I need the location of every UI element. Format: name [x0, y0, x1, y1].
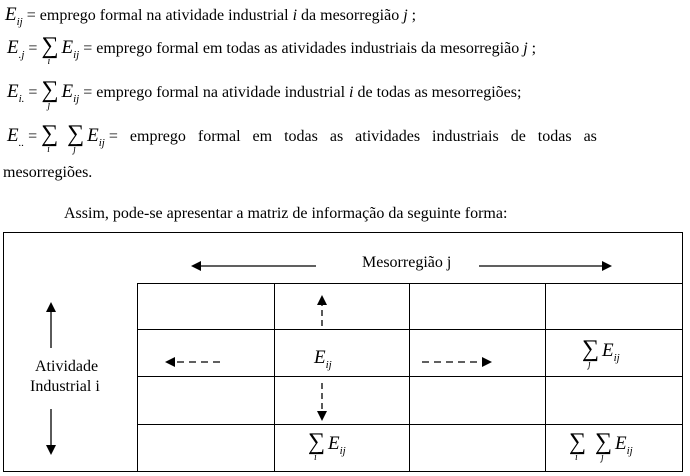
symbol-e: E: [5, 4, 17, 25]
summation: [582, 336, 602, 370]
definition-e-dot-dot: [7, 121, 597, 155]
definition-text-2: da mesorregião: [297, 7, 404, 24]
subscript-ij: ij: [325, 359, 332, 371]
term-subscript: ij: [73, 93, 80, 105]
definition-e-i-dot: [7, 77, 522, 111]
definition-text: emprego formal na atividade industrial: [39, 7, 293, 24]
term-e: E: [61, 37, 74, 58]
definition-end: de todas as mesorregiões;: [353, 84, 522, 101]
term-subscript: ij: [339, 445, 346, 457]
term-subscript: ij: [73, 49, 80, 61]
term-e: E: [328, 433, 340, 454]
equals-sign: =: [28, 40, 38, 57]
row-total-cell: [582, 336, 620, 370]
var-i: i: [349, 84, 354, 101]
symbol-e: E: [314, 347, 326, 368]
subscript-ij: ij: [16, 16, 23, 28]
sum-index: i: [47, 144, 50, 155]
definition-text: = emprego formal na atividade industrial: [83, 84, 350, 101]
definition-continuation: mesorregiões.: [3, 164, 93, 181]
column-total-cell: [308, 429, 346, 463]
var-i: i: [292, 7, 298, 24]
sigma-symbol: ∑: [41, 77, 59, 103]
symbol-e: E: [7, 125, 19, 146]
var-j: j: [523, 40, 528, 57]
sigma-symbol: ∑: [41, 33, 59, 59]
summation: [308, 429, 328, 463]
symbol-e: E: [7, 81, 19, 102]
equals-sign: =: [28, 128, 38, 145]
row-header-line1: Atividade: [35, 358, 99, 375]
sum-index: i: [314, 452, 317, 463]
summation-i: [569, 429, 591, 463]
term-subscript: ij: [626, 445, 633, 457]
term-e: E: [615, 433, 627, 454]
term-subscript: ij: [613, 352, 620, 364]
definition-e-ij: [5, 4, 416, 26]
summation-i: [41, 121, 63, 155]
definition-e-dot-j: [7, 33, 537, 67]
definition-text: = emprego formal em todas as atividades industriais da mesorregião: [83, 40, 524, 57]
sigma-symbol: ∑: [67, 121, 85, 147]
sigma-symbol: ∑: [595, 429, 613, 455]
symbol-e: E: [7, 37, 19, 58]
sigma-symbol: ∑: [308, 429, 326, 455]
sum-index: j: [73, 144, 76, 155]
subscript-i-dot: i.: [18, 93, 25, 105]
sum-index: j: [601, 452, 604, 463]
term-e: E: [87, 125, 99, 146]
equals-sign: =: [28, 84, 38, 101]
equals-sign: =: [26, 7, 36, 24]
sigma-symbol: ∑: [41, 121, 59, 147]
sum-index: j: [47, 100, 51, 111]
definition-end: ;: [527, 40, 537, 57]
summation: [41, 33, 61, 67]
intro-sentence: Assim, pode-se apresentar a matriz de informação da seguinte forma:: [64, 205, 508, 222]
summation-j: [67, 121, 87, 155]
summation-j: [595, 429, 615, 463]
subscript-dot-j: .j: [18, 49, 25, 61]
column-header: Mesorregião j: [362, 254, 452, 271]
definition-end: ;: [407, 7, 417, 24]
var-j: j: [403, 7, 408, 24]
sum-index: i: [47, 56, 51, 67]
sum-index: j: [588, 359, 591, 370]
term-e: E: [602, 340, 614, 361]
grand-total-cell: [569, 429, 633, 463]
center-cell-e-ij: [314, 347, 332, 369]
summation: [41, 77, 61, 111]
sigma-symbol: ∑: [582, 336, 600, 362]
definition-text: = emprego formal em todas as atividades industriais de todas as: [108, 128, 597, 145]
term-subscript: ij: [98, 137, 105, 149]
matrix-frame: [3, 232, 683, 472]
term-e: E: [61, 81, 74, 102]
sigma-symbol: ∑: [569, 429, 587, 455]
row-header-line2: Industrial i: [30, 378, 100, 395]
subscript-dot-dot: ..: [18, 137, 25, 149]
sum-index: i: [575, 452, 578, 463]
